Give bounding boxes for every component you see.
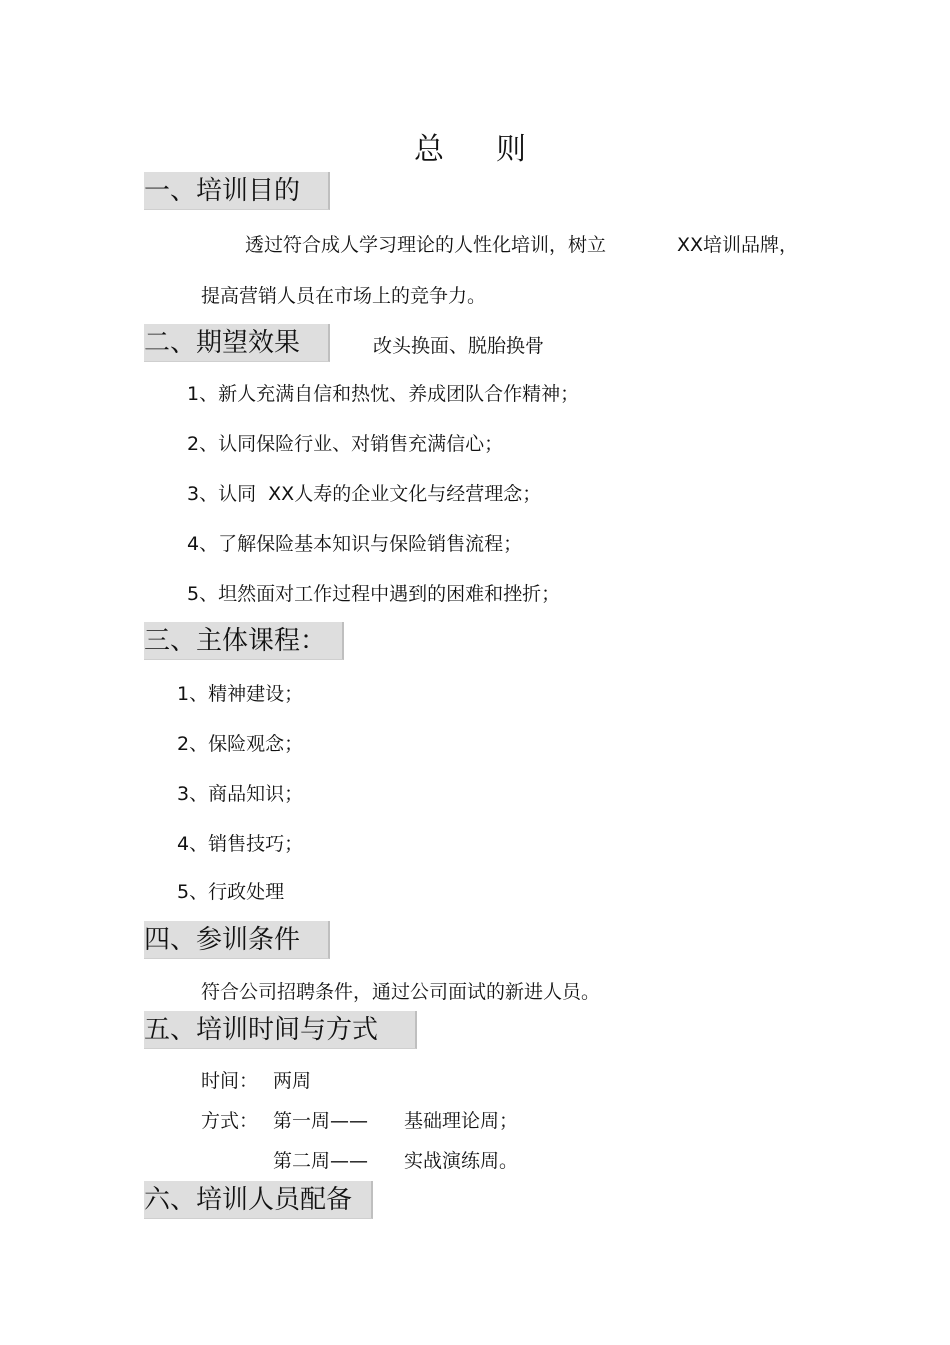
section-heading-purpose: 一、培训目的 [144, 172, 330, 210]
purpose-line-2: 提高营销人员在市场上的竞争力。 [201, 285, 487, 307]
title-left: 总 [414, 132, 444, 167]
purpose-line-1a: 透过符合成人学习理论的人性化培训，树立 [245, 234, 607, 256]
mode-label: 方式： [201, 1110, 259, 1132]
page-title [414, 124, 526, 168]
list-item: 2、保险观念； [177, 733, 304, 755]
list-item: 5、行政处理 [177, 881, 285, 903]
list-item: 3、商品知识； [177, 783, 304, 805]
list-item: 5、坦然面对工作过程中遇到的困难和挫折； [187, 583, 561, 605]
list-item: 2、认同保险行业、对销售充满信心； [187, 433, 504, 455]
time-label: 时间： [201, 1070, 259, 1092]
list-item: 4、了解保险基本知识与保险销售流程； [187, 533, 523, 555]
list-item: 3、认同 XX人寿的企业文化与经营理念； [187, 483, 542, 505]
section-heading-staffing: 六、培训人员配备 [144, 1181, 373, 1219]
section-heading-schedule: 五、培训时间与方式 [144, 1011, 417, 1049]
eligibility-text: 符合公司招聘条件，通过公司面试的新进人员。 [201, 981, 601, 1003]
time-value: 两周 [273, 1070, 312, 1092]
week1-desc: 基础理论周； [404, 1110, 519, 1132]
list-item: 1、新人充满自信和热忱、养成团队合作精神； [187, 383, 580, 405]
section-heading-expectations: 二、期望效果 [144, 324, 330, 362]
week2-label: 第二周—— [273, 1150, 369, 1172]
list-item: 4、销售技巧； [177, 833, 304, 855]
list-item: 1、精神建设； [177, 683, 304, 705]
section-heading-eligibility: 四、参训条件 [144, 921, 330, 959]
week2-desc: 实战演练周。 [404, 1150, 519, 1172]
week1-label: 第一周—— [273, 1110, 369, 1132]
purpose-line-1b: XX培训品牌， [677, 234, 799, 256]
expectations-tagline: 改头换面、脱胎换骨 [373, 335, 545, 357]
title-right: 则 [496, 132, 526, 167]
section-heading-courses: 三、主体课程： [144, 622, 344, 660]
